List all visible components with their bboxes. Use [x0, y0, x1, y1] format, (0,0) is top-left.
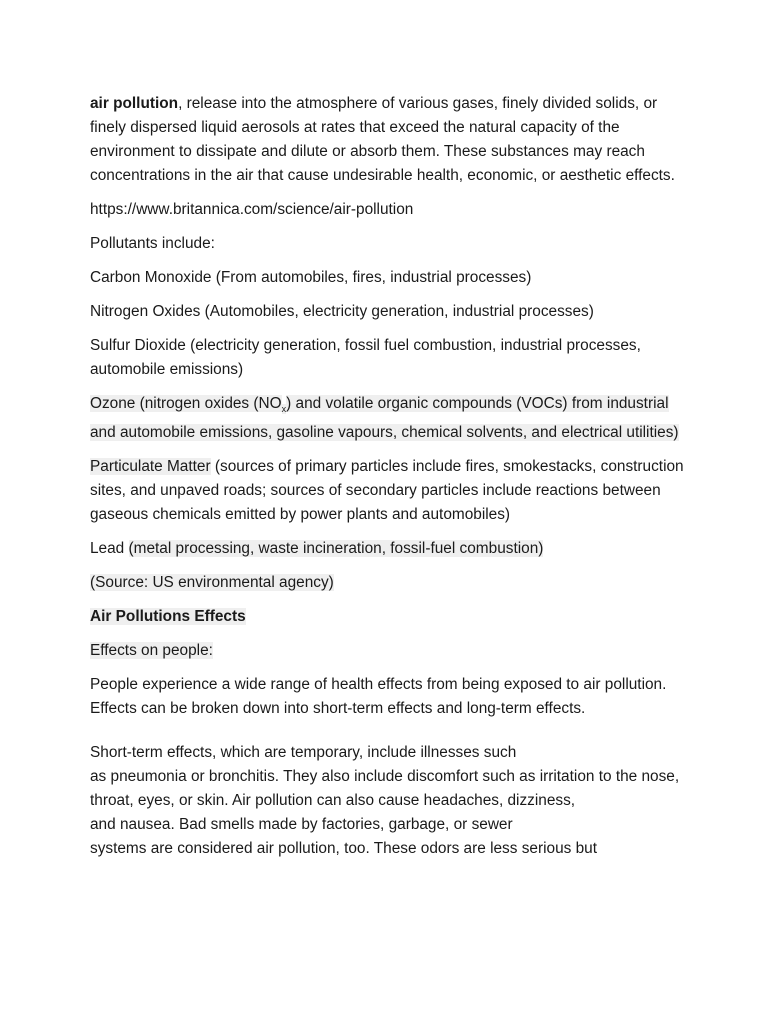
short-term-paragraph [90, 741, 690, 861]
short-term-line-1: Short-term effects, which are temporary, include illnesses such [90, 744, 517, 762]
source-note [90, 571, 690, 595]
pollutant-carbon-monoxide: Carbon Monoxide (From automobiles, fires, industrial processes) [90, 269, 532, 286]
pollutant-nitrogen-oxides: Nitrogen Oxides (Automobiles, electricity generation, industrial processes) [90, 303, 594, 320]
short-term-line-2: as pneumonia or bronchitis. They also include discomfort such as irritation to the nose, throat, eyes, or skin. Air pollution can also cause headaches, dizziness, [90, 768, 680, 810]
effects-heading [90, 605, 690, 629]
effects-heading-text: Air Pollutions Effects [90, 608, 246, 626]
ozone-text-start: Ozone (nitrogen oxides (NO [90, 395, 282, 412]
short-term-line-4: systems are considered air pollution, too. These odors are less serious but [90, 840, 598, 858]
ozone-text-end: ) and volatile organic compounds (VOCs) from industrial and automobile emissions, gasoline vapours, chemical solvents, and electrical utilities) [90, 395, 679, 442]
short-term-line-3: and nausea. Bad smells made by factories, garbage, or sewer [90, 816, 513, 834]
lead-name: Lead [90, 540, 129, 558]
document-body [90, 92, 690, 871]
lead-detail: (metal processing, waste incineration, fossil-fuel combustion) [128, 540, 544, 558]
intro-definition: , release into the atmosphere of various gases, finely divided solids, or finely dispersed liquid aerosols at rates that exceed the natural capacity of the environment to dissipate and dilute or absorb them. These substances may reach concentrations in the air that cause undesirable health, economic, or aesthetic effects. [90, 95, 675, 184]
pollutant-lead [90, 537, 690, 561]
pollutant-sulfur-dioxide: Sulfur Dioxide (electricity generation, fossil fuel combustion, industrial processes, automobile emissions) [90, 337, 641, 378]
intro-paragraph [90, 92, 690, 188]
pollutant-particulate-matter [90, 455, 690, 527]
ozone-subscript: x [281, 404, 287, 415]
pollutants-heading: Pollutants include: [90, 235, 215, 252]
particulate-name: Particulate Matter [90, 458, 211, 476]
effects-people-paragraph: People experience a wide range of health effects from being exposed to air pollution. Effects can be broken down into short-term effects and long-term effects. [90, 676, 667, 718]
term-air-pollution: air pollution [90, 95, 179, 112]
particulate-detail: (sources of primary particles include fires, smokestacks, construction sites, and unpaved roads; sources of secondary particles include reactions between gaseous chemicals emitted by power plants and automobiles) [90, 458, 684, 524]
source-url: https://www.britannica.com/science/air-pollution [90, 201, 414, 218]
pollutant-ozone [90, 392, 690, 445]
source-note-text: (Source: US environmental agency) [90, 574, 334, 592]
effects-people-heading-text: Effects on people: [90, 642, 213, 660]
effects-people-heading [90, 639, 690, 663]
